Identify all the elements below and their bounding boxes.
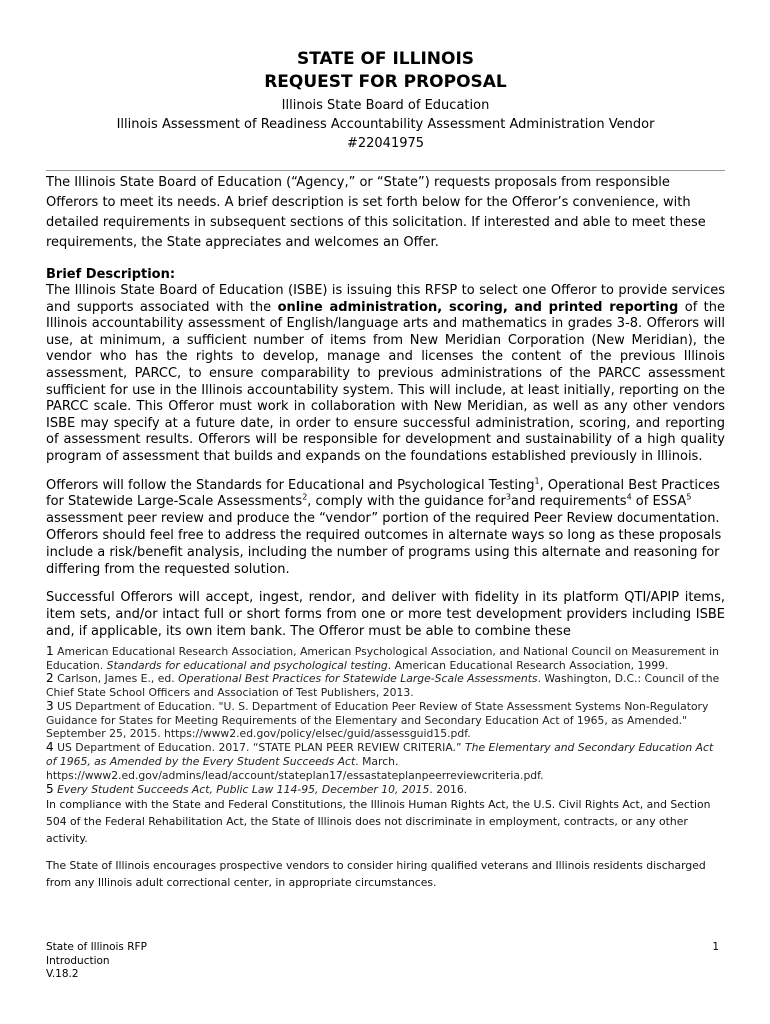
footnote-number: 4	[46, 740, 54, 755]
footnote-ref-2: 2	[302, 493, 308, 502]
footnote-ref-1: 1	[534, 476, 540, 486]
header-divider	[46, 170, 725, 171]
footnote-text-end: . March. https://www2.ed.gov/admins/lead/account/stateplan17/essastateplanpeerreviewcriteria.pdf.	[46, 755, 544, 782]
brief-p2-text-e: of ESSA	[631, 494, 687, 510]
brief-paragraph-1	[46, 283, 725, 466]
footnote-ref-4: 4	[626, 493, 632, 502]
footnote-italic: Standards for educational and psychological testing	[106, 658, 388, 672]
footnote-italic: Operational Best Practices for Statewide Large-Scale Assessments	[178, 672, 538, 686]
veterans-notice: The State of Illinois encourages prospective vendors to consider hiring qualified veterans and Illinois residents discharged from any Illinois adult correctional center, in appropriate circumstances.	[46, 859, 706, 890]
footnote-text-end: . American Educational Research Association, 1999.	[387, 658, 669, 672]
project-name: Illinois Assessment of Readiness Accountability Assessment Administration Vendor	[116, 117, 655, 132]
page-number: 1	[712, 941, 719, 953]
footnote-text-end: . 2016.	[429, 782, 468, 796]
brief-p2-text-b: , Operational Best Practices for Statewide Large-Scale Assessments	[46, 477, 720, 510]
page-footer	[46, 941, 725, 982]
footnote-number: 1	[46, 643, 54, 658]
intro-paragraph: The Illinois State Board of Education (“Agency,” or “State”) requests proposals from responsible Offerors to meet its needs. A brief description is set forth below for the Offeror’s convenience, with detailed requirements in subsequent sections of this solicitation. If interested and able to meet these requirements, the State appreciates and welcomes an Offer.	[46, 175, 706, 250]
document-page	[46, 48, 725, 891]
footnote-text-end: . Washington, D.C.: Council of the Chief State School Officers and Association of Test Publishers, 2013.	[46, 672, 720, 700]
brief-paragraph-2	[46, 478, 725, 579]
footnote-2	[46, 672, 725, 700]
footnote-number: 3	[46, 698, 54, 713]
brief-p2-text-a: Offerors will follow the Standards for Educational and Psychological Testing	[46, 477, 535, 493]
footer-doc-name: State of Illinois RFP	[46, 941, 147, 953]
rfp-number: #22041975	[346, 136, 425, 151]
brief-p1-text-b: of the Illinois accountability assessment of English/language arts and mathematics in grades 3-8. Offerors will use, at minimum, a sufficient number of items from New Meridian Corporation (New Meridian), the vendor who has the rights to develop, manage and licenses the content of the previous Illinois assessment, PARCC, to ensure comparability to previous administrations of the PARCC assessment sufficient for use in the Illinois accountability system. This will include, at least initially, reporting on the PARCC scale. This Offeror must work in collaboration with New Meridian, as well as any other vendors ISBE may specify at a future date, in order to ensure successful administration, scoring, and reporting of assessment results. Offerors will be responsible for development and sustainability of a high quality program of assessment that builds and expands on the foundations established previously in Illinois.	[46, 299, 725, 464]
footnote-text: US Department of Education. "U. S. Department of Education Peer Review of State Assessment Systems Non-Regulatory Guidance for States for Meeting Requirements of the Elementary and Secondary Education Act of 1965, as Amended." September 25, 2015. https://www2.ed.gov/policy/elsec/guid/assessguid15.pdf.	[46, 699, 709, 741]
agency-name: Illinois State Board of Education	[281, 98, 490, 113]
brief-p2-text-c: , comply with the guidance for	[307, 494, 506, 510]
footnote-text: Carlson, James E., ed.	[53, 672, 179, 686]
brief-p2-text-f: assessment peer review and produce the “vendor” portion of the required Peer Review documentation. Offerors should feel free to address the required outcomes in alternate ways so long as these proposals include a risk/benefit analysis, including the number of programs using this alternate and reasoning for differing from the requested solution.	[46, 511, 722, 577]
nondiscrimination-notice: In compliance with the State and Federal Constitutions, the Illinois Human Rights Act, the U.S. Civil Rights Act, and Section 504 of the Federal Rehabilitation Act, the State of Illinois does not discriminate in employment, contracts, or any other activity.	[46, 798, 711, 846]
title-rfp: REQUEST FOR PROPOSAL	[264, 72, 507, 92]
footnote-italic: The Elementary and Secondary Education Act of 1965, as Amended by the Every Student Succeeds Act	[46, 741, 714, 769]
footer-section: Introduction	[46, 954, 110, 967]
footnote-number: 2	[46, 671, 54, 686]
footnote-4	[46, 741, 725, 782]
footnote-italic: Every Student Succeeds Act, Public Law 114-95, December 10, 2015	[57, 782, 430, 796]
footnote-ref-5: 5	[686, 493, 692, 502]
footnote-ref-3: 3	[505, 493, 511, 502]
footnote-5	[46, 783, 725, 797]
footer-version: V.18.2	[46, 968, 79, 980]
brief-paragraph-3: Successful Offerors will accept, ingest, rendor, and deliver with fidelity in its platform QTI/APIP items, item sets, and/or intact full or short forms from one or more test development providers including ISBE and, if applicable, its own item bank. The Offeror must be able to combine these	[46, 590, 725, 639]
brief-description-heading: Brief Description:	[46, 267, 176, 282]
footnotes	[46, 645, 725, 892]
brief-p1-bold: online administration, scoring, and printed reporting	[277, 299, 679, 315]
footnote-number: 5	[46, 781, 54, 796]
title-state: STATE OF ILLINOIS	[296, 49, 475, 69]
footnote-1	[46, 645, 725, 673]
brief-p1-text-a: The Illinois State Board of Education (ISBE) is issuing this RFSP to select one Offeror to provide services and supports associated with the	[46, 283, 725, 315]
footnote-text: US Department of Education. 2017. “STATE PLAN PEER REVIEW CRITERIA.”	[53, 741, 465, 755]
brief-p2-text-d: and requirements	[511, 494, 627, 510]
footnote-3	[46, 700, 725, 741]
footnote-text: American Educational Research Association, American Psychological Association, and National Council on Measurement in Education.	[46, 644, 719, 672]
